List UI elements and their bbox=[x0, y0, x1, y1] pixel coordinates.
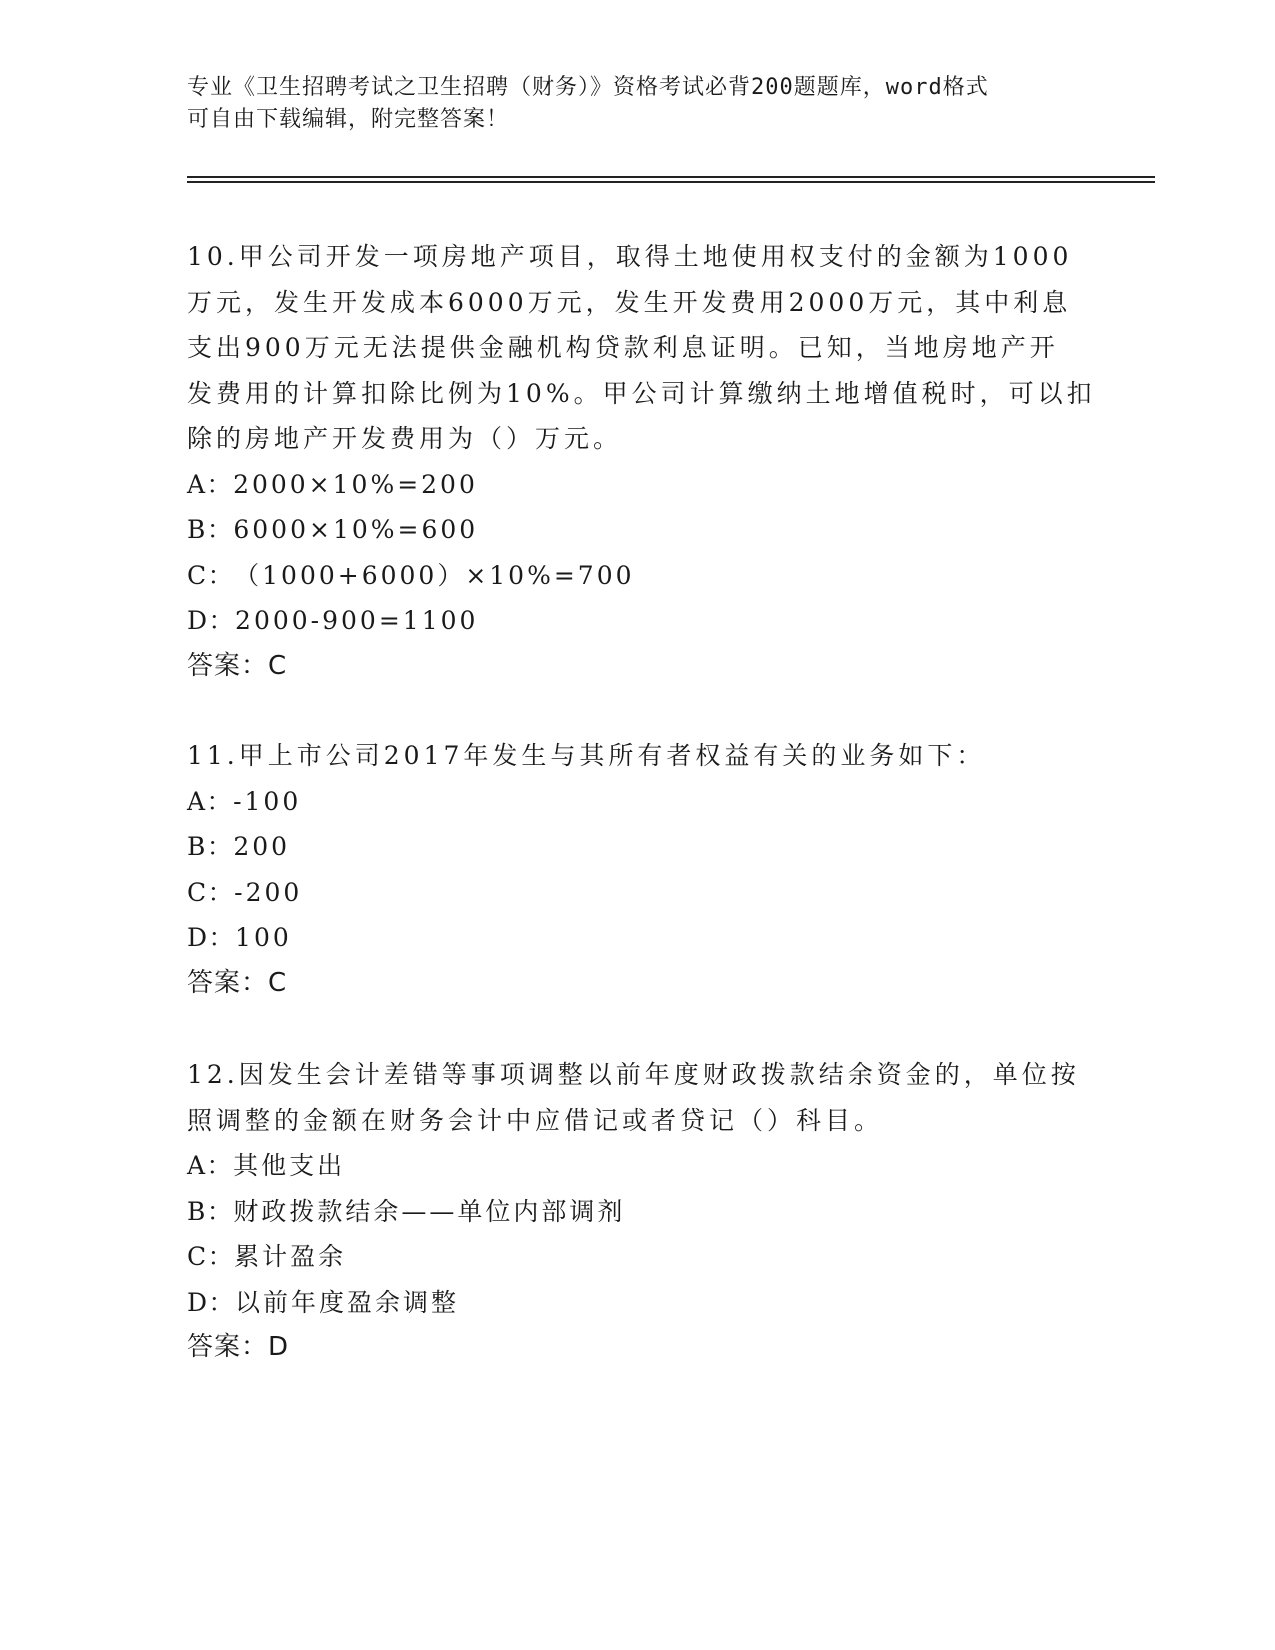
question-10 bbox=[187, 234, 1096, 689]
option-value: 2000×10%=200 bbox=[233, 469, 478, 499]
option-value: 100 bbox=[235, 923, 292, 952]
option-a bbox=[187, 462, 1087, 508]
option-value: -200 bbox=[234, 877, 303, 907]
question-stem bbox=[187, 234, 1096, 462]
stem-line: 照调整的金额在财务会计中应借记或者贷记（）科目。 bbox=[187, 1105, 884, 1135]
option-key: B： bbox=[187, 832, 234, 861]
option-value: 6000×10%=600 bbox=[233, 515, 479, 544]
option-key: D： bbox=[187, 1287, 236, 1317]
option-value: 其他支出 bbox=[233, 1151, 346, 1180]
option-b bbox=[187, 824, 1087, 870]
option-b bbox=[187, 1189, 1087, 1235]
option-c bbox=[187, 553, 1087, 599]
option-key: A： bbox=[187, 469, 234, 499]
option-value: 以前年度盈余调整 bbox=[235, 1287, 460, 1317]
question-11 bbox=[187, 733, 1087, 1006]
option-value: 累计盈余 bbox=[234, 1242, 347, 1271]
stem-line: 12.因发生会计差错等事项调整以前年度财政拨款结余资金的，单位按 bbox=[187, 1060, 1080, 1089]
stem-line: 10.甲公司开发一项房地产项目，取得土地使用权支付的金额为1000 bbox=[187, 242, 1073, 271]
stem-line: 除的房地产开发费用为（）万元。 bbox=[187, 424, 623, 453]
option-value: （1000+6000）×10%=700 bbox=[234, 560, 635, 590]
option-key: C： bbox=[187, 560, 235, 590]
header-divider bbox=[187, 176, 1155, 178]
option-key: B： bbox=[187, 1196, 234, 1226]
stem-line: 11.甲上市公司2017年发生与其所有者权益有关的业务如下： bbox=[187, 741, 986, 770]
option-key: A： bbox=[187, 786, 234, 816]
header-divider bbox=[187, 181, 1155, 183]
option-key: D： bbox=[187, 923, 236, 952]
question-stem bbox=[187, 733, 1087, 779]
header-line: 专业《卫生招聘考试之卫生招聘（财务）》资格考试必背200题题库，word格式 bbox=[187, 75, 989, 100]
question-12 bbox=[187, 1052, 1087, 1371]
option-a bbox=[187, 779, 1087, 825]
document-header bbox=[187, 72, 1087, 136]
option-key: C： bbox=[187, 1242, 235, 1271]
answer-line: 答案：D bbox=[187, 1332, 290, 1362]
stem-line: 发费用的计算扣除比例为10%。甲公司计算缴纳土地增值税时，可以扣 bbox=[187, 378, 1096, 408]
option-key: B： bbox=[187, 515, 234, 544]
option-c bbox=[187, 870, 1087, 916]
option-d bbox=[187, 1280, 1087, 1326]
option-key: C： bbox=[187, 877, 235, 907]
option-value: 200 bbox=[233, 832, 291, 861]
stem-line: 万元，发生开发成本6000万元，发生开发费用2000万元，其中利息 bbox=[187, 287, 1072, 317]
option-b bbox=[187, 507, 1087, 553]
option-d bbox=[187, 598, 1087, 644]
option-value: -100 bbox=[233, 786, 302, 816]
answer-line: 答案：C bbox=[187, 967, 288, 998]
option-key: D： bbox=[187, 606, 236, 635]
stem-line: 支出900万元无法提供金融机构贷款利息证明。已知，当地房地产开 bbox=[187, 333, 1059, 362]
option-d bbox=[187, 915, 1087, 961]
option-a bbox=[187, 1143, 1087, 1189]
option-key: A： bbox=[187, 1151, 234, 1180]
answer-line: 答案：C bbox=[187, 650, 288, 681]
question-stem bbox=[187, 1052, 1087, 1143]
option-value: 2000-900=1100 bbox=[235, 606, 479, 635]
header-line: 可自由下载编辑，附完整答案！ bbox=[187, 107, 510, 132]
option-value: 财政拨款结余——单位内部调剂 bbox=[233, 1196, 626, 1226]
option-c bbox=[187, 1234, 1087, 1280]
